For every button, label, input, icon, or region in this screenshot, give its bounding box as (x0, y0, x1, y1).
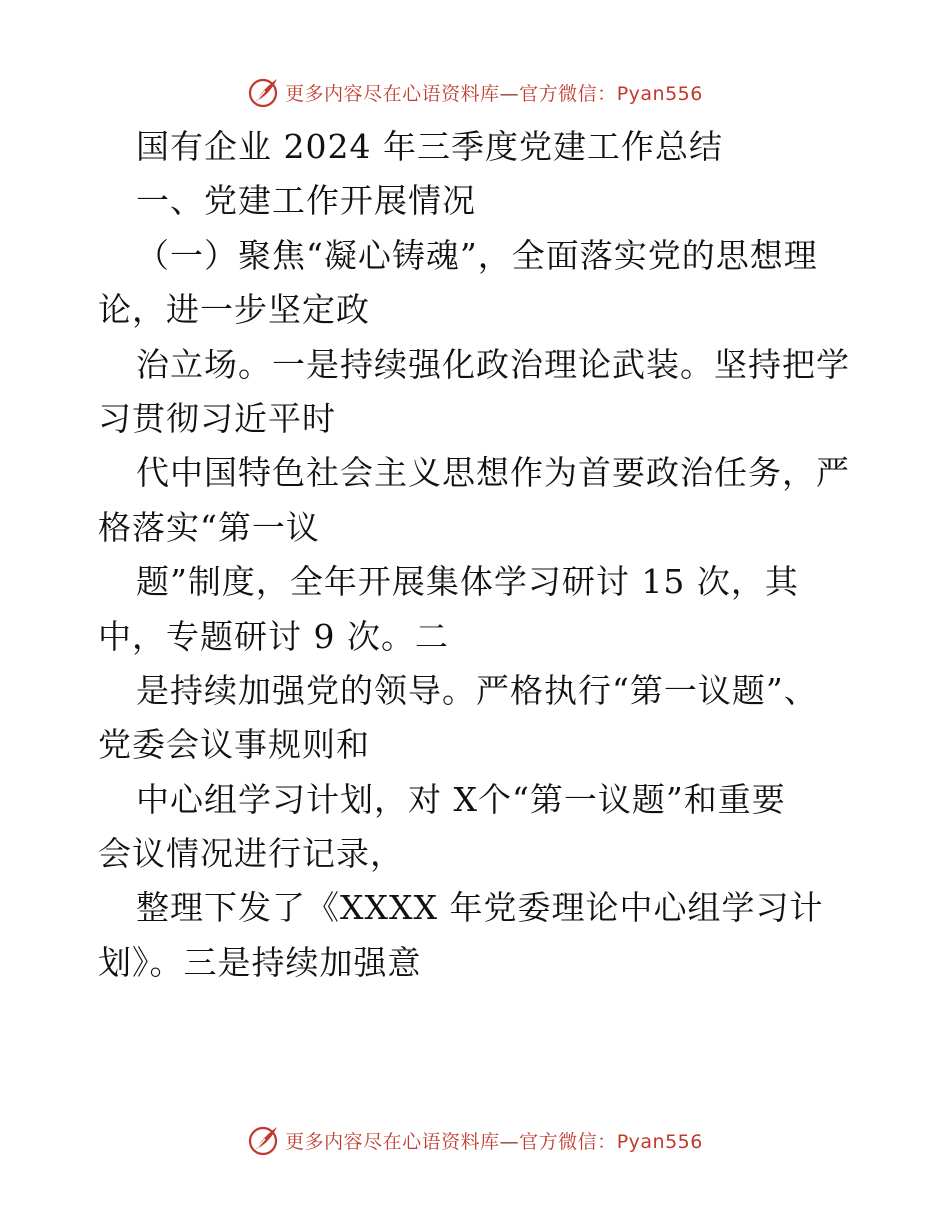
banner-wechat-label: 官方微信： (519, 82, 617, 105)
doc-line: 代中国特色社会主义思想作为首要政治任务，严 (136, 453, 850, 493)
doc-line: 中，专题研讨 9 次。二 (98, 616, 449, 656)
document-body (98, 120, 868, 990)
doc-line: 划》。三是持续加强意 (98, 942, 422, 982)
banner-text (285, 79, 703, 106)
doc-line: 党委会议事规则和 (98, 725, 370, 765)
banner-separator: — (499, 82, 520, 105)
doc-line: 格落实“第一议 (98, 507, 320, 547)
doc-line: 论，进一步坚定政 (98, 290, 370, 330)
feather-pen-logo-icon (247, 75, 281, 109)
doc-line: 治立场。一是持续强化政治理论武装。坚持把学 (136, 344, 850, 384)
doc-line: 中心组学习计划，对 X个“第一议题”和重要 (136, 779, 786, 819)
banner-wechat-id: Pyan556 (616, 1130, 703, 1153)
banner-separator: — (499, 1130, 520, 1153)
doc-line: 习贯彻习近平时 (98, 398, 336, 438)
banner-main: 更多内容尽在心语资料库 (285, 1130, 500, 1153)
doc-title: 国有企业 2024 年三季度党建工作总结 (136, 127, 723, 166)
footer-banner (0, 1120, 950, 1160)
feather-pen-logo-icon (247, 1123, 281, 1157)
banner-wechat-id: Pyan556 (616, 82, 703, 105)
section-heading: 一、党建工作开展情况 (136, 181, 476, 221)
doc-line: 整理下发了《XXXX 年党委理论中心组学习计 (136, 888, 824, 928)
doc-line: 是持续加强党的领导。严格执行“第一议题”、 (136, 670, 818, 710)
banner-text (285, 1127, 703, 1154)
banner-wechat-label: 官方微信： (519, 1130, 617, 1153)
banner-main: 更多内容尽在心语资料库 (285, 82, 500, 105)
header-banner (0, 72, 950, 112)
doc-line: 会议情况进行记录， (98, 834, 404, 874)
doc-line: 题”制度，全年开展集体学习研讨 15 次，其 (136, 562, 799, 602)
doc-line: （一）聚焦“凝心铸魂”，全面落实党的思想理 (136, 235, 818, 275)
